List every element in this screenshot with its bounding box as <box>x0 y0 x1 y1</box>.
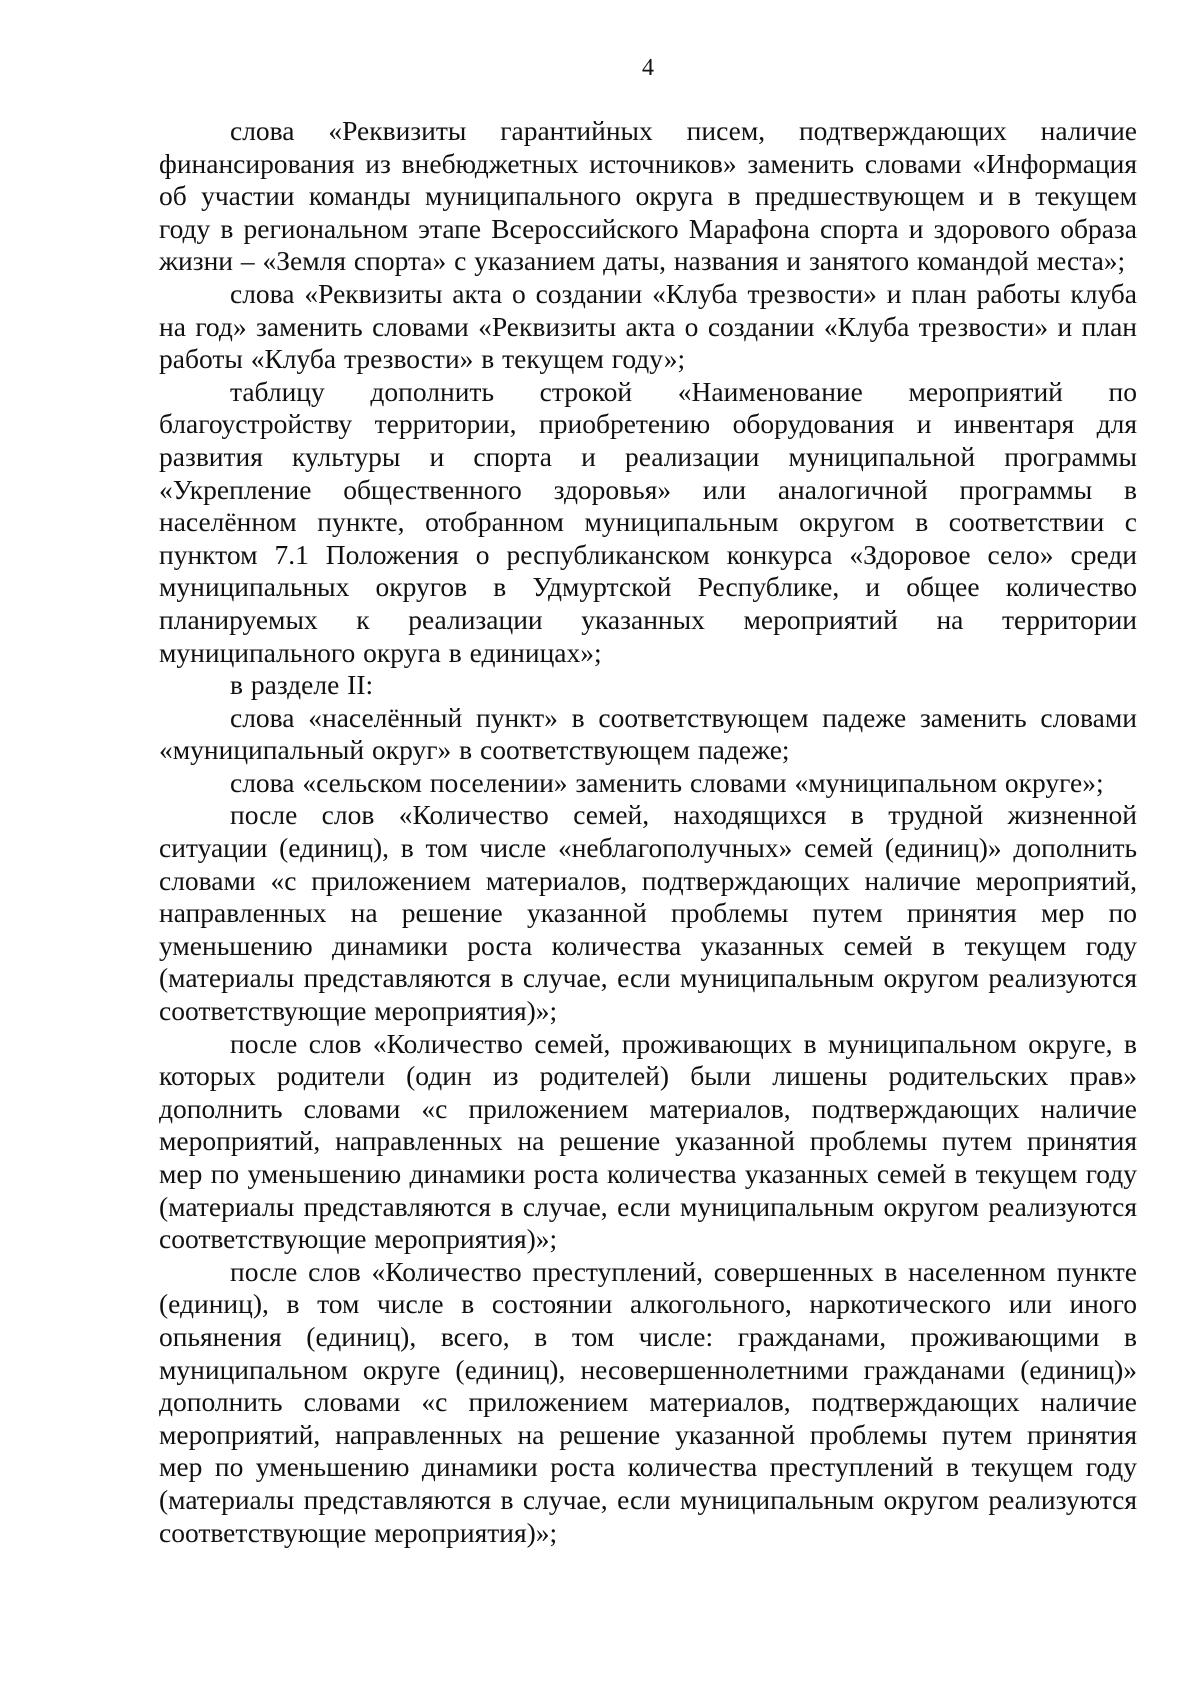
paragraph-7: после слов «Количество семей, находящихся в трудной жизненной ситуации (единиц), в том числе «неблагополучных» семей (единиц)» дополнить словами «с приложением материалов, подтверждающих наличие мероприятий, направленных на решение указанной проблемы путем принятия мер по уменьшению динамики роста количества указанных семей в текущем году (материалы представляются в случае, если муниципальным округом реализуются соответствующие мероприятия)»; <box>159 799 1137 1027</box>
paragraph-2: слова «Реквизиты акта о создании «Клуба трезвости» и план работы клуба на год» заменить словами «Реквизиты акта о создании «Клуба трезвости» и план работы «Клуба трезвости» в текущем году»; <box>159 277 1137 375</box>
paragraph-6: слова «сельском поселении» заменить словами «муниципальном округе»; <box>230 766 1104 798</box>
paragraph-1: слова «Реквизиты гарантийных писем, подтверждающих наличие финансирования из внебюджетных источников» заменить словами «Информация об участии команды муниципального округа в предшествующем и в текущем году в региональном этапе Всероссийского Марафона спорта и здорового образа жизни – «Земля спорта» с указанием даты, названия и занятого командой места»; <box>159 115 1137 277</box>
paragraph-8: после слов «Количество семей, проживающих в муниципальном округе, в которых родители (один из родителей) были лишены родительских прав» дополнить словами «с приложением материалов, подтверждающих наличие мероприятий, направленных на решение указанной проблемы путем принятия мер по уменьшению динамики роста количества указанных семей в текущем году (материалы представляются в случае, если муниципальным округом реализуются соответствующие мероприятия)»; <box>159 1027 1137 1255</box>
page-number: 4 <box>642 55 654 81</box>
paragraph-9: после слов «Количество преступлений, совершенных в населенном пункте (единиц), в том числе в состоянии алкогольного, наркотического или иного опьянения (единиц), всего, в том числе: гражданами, проживающими в муниципальном округе (единиц), несовершеннолетними гражданами (единиц)» дополнить словами «с приложением материалов, подтверждающих наличие мероприятий, направленных на решение указанной проблемы путем принятия мер по уменьшению динамики роста количества преступлений в текущем году (материалы представляются в случае, если муниципальным округом реализуются соответствующие мероприятия)»; <box>159 1255 1137 1548</box>
document-body <box>159 115 1137 1549</box>
paragraph-4: в разделе II: <box>230 669 374 701</box>
paragraph-3: таблицу дополнить строкой «Наименование мероприятий по благоустройству территории, приобретению оборудования и инвентаря для развития культуры и спорта и реализации муниципальной программы «Укрепление общественного здоровья» или аналогичной программы в населённом пункте, отобранном муниципальным округом в соответствии с пунктом 7.1 Положения о республиканском конкурса «Здоровое село» среди муниципальных округов в Удмуртской Республике, и общее количество планируемых к реализации указанных мероприятий на территории муниципального округа в единицах»; <box>159 375 1137 668</box>
paragraph-5: слова «населённый пункт» в соответствующем падеже заменить словами «муниципальный округ» в соответствующем падеже; <box>159 701 1137 766</box>
